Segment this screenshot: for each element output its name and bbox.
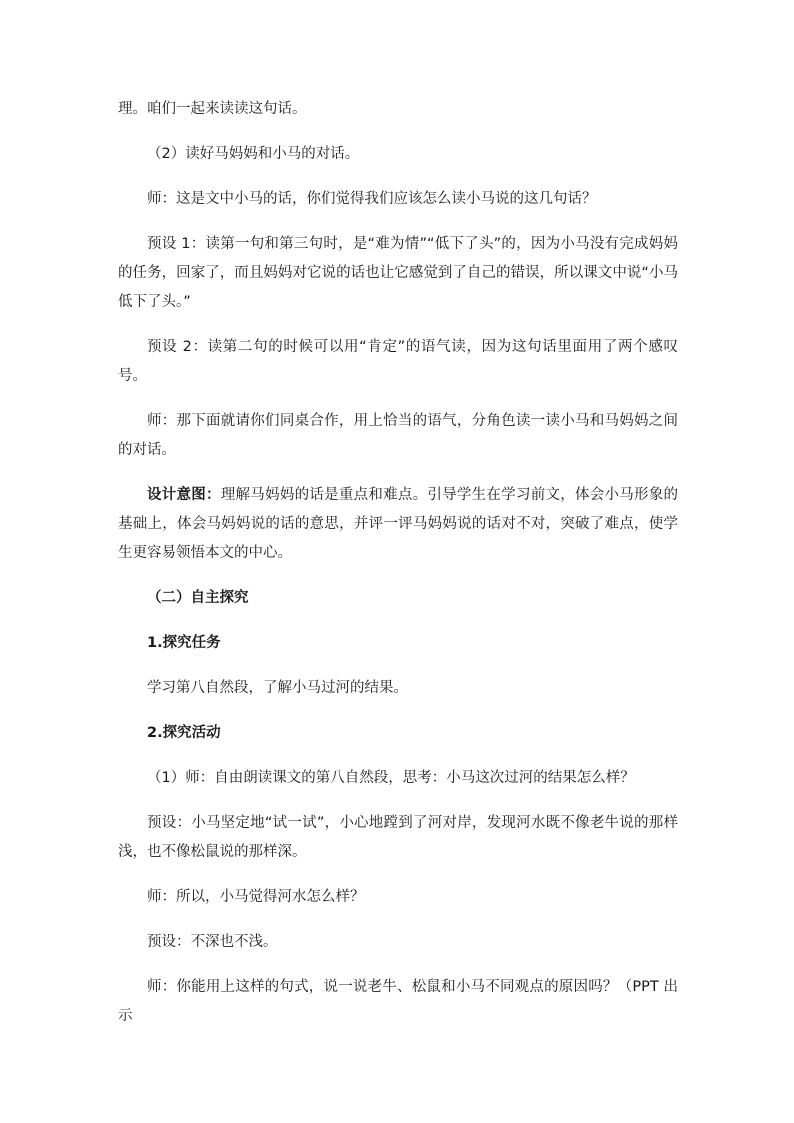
design-intent-text: 理解马妈妈的话是重点和难点。引导学生在学习前文，体会小马形象的基础上，体会马妈妈说的话的意思，并评一评马妈妈说的话对不对，突破了难点，使学生更容易领悟本文的中心。 bbox=[118, 487, 679, 561]
paragraph-teacher-roleplay: 师：那下面就请你们同桌合作，用上恰当的语气，分角色读一读小马和马妈妈之间的对话。 bbox=[118, 413, 678, 458]
paragraph-teacher-followup: 师：所以，小马觉得河水怎么样？ bbox=[147, 889, 365, 905]
paragraph-preset-answer: 预设：不深也不浅。 bbox=[147, 934, 278, 950]
paragraph-preset-1: 预设 1：读第一句和第三句时，是“难为情”“低下了头”的，因为小马没有完成妈妈的任务，回家了，而且妈妈对它说的话也让它感觉到了自己的错误，所以课文中说“小马低下了头。” bbox=[118, 236, 678, 310]
subheading-inquiry-activity: 2.探究活动 bbox=[147, 725, 221, 741]
paragraph-preset-2: 预设 2：读第二句的时候可以用“肯定”的语气读，因为这句话里面用了两个感叹号。 bbox=[118, 339, 678, 384]
paragraph-teacher-question: 师：这是文中小马的话，你们觉得我们应该怎么读小马说的这几句话？ bbox=[147, 191, 597, 207]
paragraph-activity-preset: 预设：小马坚定地“试一试”，小心地蹚到了河对岸，发现河水既不像老牛说的那样浅，也不像松鼠说的那样深。 bbox=[118, 815, 678, 860]
design-intent-label: 设计意图： bbox=[147, 487, 221, 503]
paragraph-continuation: 理。咱们一起来读读这句话。 bbox=[118, 101, 307, 117]
paragraph-design-intent bbox=[118, 481, 678, 568]
document-body bbox=[118, 95, 678, 1031]
paragraph-task-description: 学习第八自然段，了解小马过河的结果。 bbox=[147, 680, 408, 696]
section-heading-self-inquiry: （二）自主探究 bbox=[147, 590, 249, 606]
paragraph-reading-dialogue: （2）读好马妈妈和小马的对话。 bbox=[147, 146, 360, 162]
paragraph-teacher-sentence-pattern: 师：你能用上这样的句式，说一说老牛、松鼠和小马不同观点的原因吗？（PPT 出示 bbox=[118, 979, 678, 1024]
paragraph-activity-question: （1）师：自由朗读课文的第八自然段，思考：小马这次过河的结果怎么样？ bbox=[147, 770, 635, 786]
subheading-inquiry-task: 1.探究任务 bbox=[147, 635, 221, 651]
